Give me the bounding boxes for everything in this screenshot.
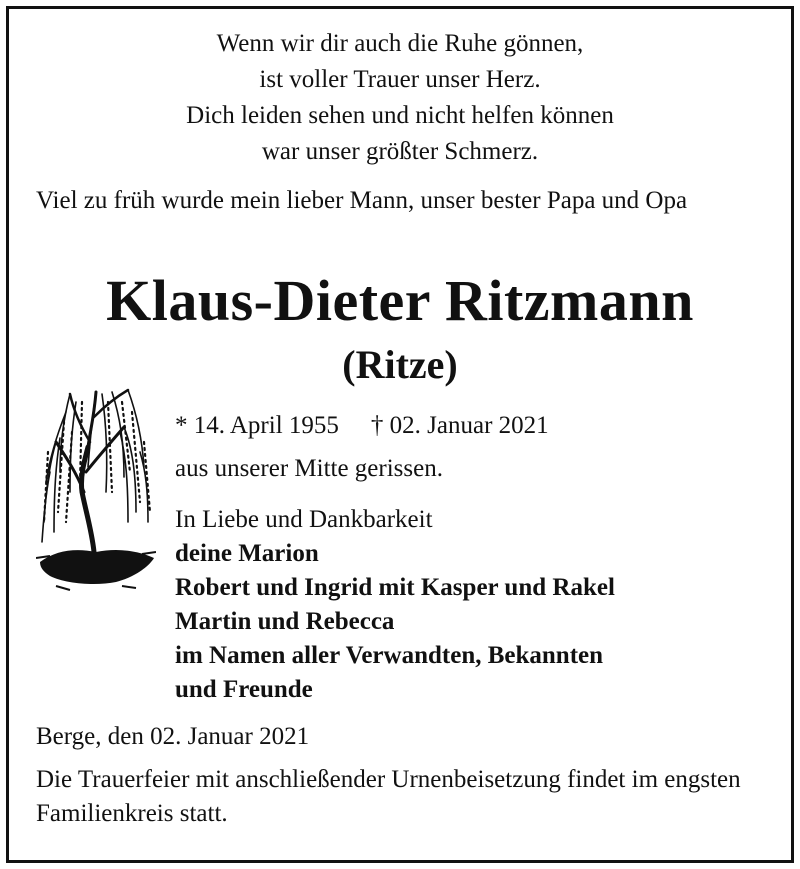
signoff: [175, 503, 615, 707]
weeping-willow-icon: [36, 372, 156, 594]
poem: [0, 26, 800, 170]
signoff-intro: In Liebe und Dankbarkeit: [175, 506, 433, 533]
poem-line: war unser größter Schmerz.: [261, 138, 539, 165]
poem-line: Dich leiden sehen und nicht helfen können: [186, 102, 614, 129]
mourner-line: deine Marion: [175, 540, 319, 567]
place-date: Berge, den 02. Januar 2021: [36, 723, 310, 750]
funeral-notice: Die Trauerfeier mit anschließender Urnenbeisetzung findet im engsten Familienkreis statt.: [36, 766, 741, 827]
deceased-name: Klaus-Dieter Ritzmann: [106, 268, 694, 333]
mourner-line: Martin und Rebecca: [175, 608, 395, 635]
life-dates: [175, 409, 549, 443]
mourner-line: im Namen aller Verwandten, Bekannten: [175, 642, 604, 669]
intro-text: Viel zu früh wurde mein lieber Mann, unser bester Papa und Opa: [36, 187, 688, 214]
poem-line: ist voller Trauer unser Herz.: [259, 66, 541, 93]
mourner-line: Robert und Ingrid mit Kasper und Rakel: [175, 574, 615, 601]
death-date: † 02. Januar 2021: [370, 412, 549, 439]
poem-line: Wenn wir dir auch die Ruhe gönnen,: [216, 30, 584, 57]
mourner-line: und Freunde: [175, 676, 313, 703]
birth-date: * 14. April 1955: [175, 412, 339, 439]
deceased-nickname: (Ritze): [342, 342, 458, 387]
torn-from-text: aus unserer Mitte gerissen.: [175, 455, 443, 482]
